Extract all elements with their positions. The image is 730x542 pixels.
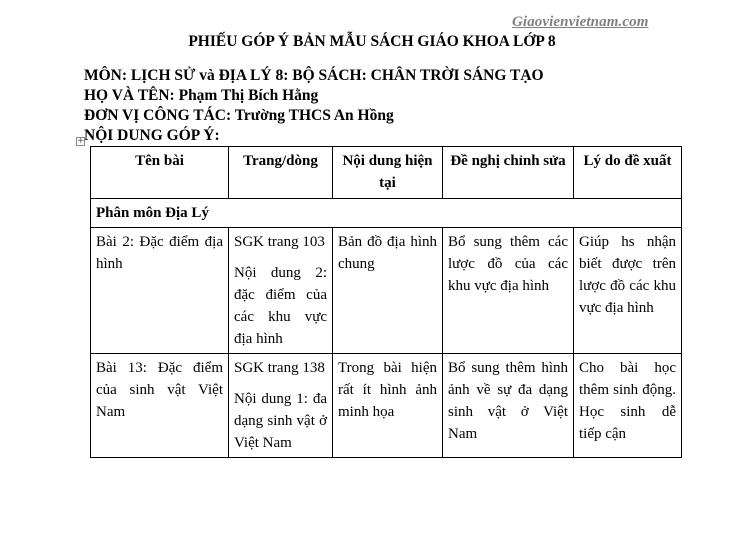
section-row xyxy=(91,199,682,228)
review-table xyxy=(90,146,682,458)
cell-reason: Cho bài học thêm sinh động. Học sinh dễ tiếp cận xyxy=(574,354,682,458)
cell-reason: Giúp hs nhận biết được trên lược đồ các khu vực địa hình xyxy=(574,228,682,354)
table-row xyxy=(91,354,682,458)
document-title: PHIẾU GÓP Ý BẢN MẪU SÁCH GIÁO KHOA LỚP 8 xyxy=(188,33,556,50)
header-current-content: Nội dung hiện tại xyxy=(333,147,443,199)
table-row xyxy=(91,228,682,354)
cell-page-line xyxy=(229,354,333,458)
cell-lesson: Bài 13: Đặc điểm của sinh vật Việt Nam xyxy=(91,354,229,458)
page-ref: SGK trang 138 xyxy=(234,360,325,376)
table-move-handle-icon[interactable]: + xyxy=(77,136,85,146)
website-watermark: Giaovienvietnam.com xyxy=(512,14,649,30)
cell-current-content: Trong bài hiện rất ít hình ảnh minh họa xyxy=(333,354,443,458)
document-meta xyxy=(84,66,544,146)
header-reason: Lý do đề xuất xyxy=(574,147,682,199)
header-page-line: Trang/dòng xyxy=(229,147,333,199)
table-header-row xyxy=(91,147,682,199)
page-ref: SGK trang 103 xyxy=(234,234,325,250)
page-detail: Nội dung 1: đa dạng sinh vật ở Việt Nam xyxy=(234,391,327,451)
header-suggestion: Đề nghị chỉnh sửa xyxy=(443,147,574,199)
cell-suggestion: Bổ sung thêm các lược đồ của các khu vực địa hình xyxy=(443,228,574,354)
header-lesson: Tên bài xyxy=(91,147,229,199)
cell-lesson: Bài 2: Đặc điểm địa hình xyxy=(91,228,229,354)
section-title: Phân môn Địa Lý xyxy=(91,199,682,228)
cell-current-content: Bản đồ địa hình chung xyxy=(333,228,443,354)
cell-suggestion: Bổ sung thêm hình ảnh về sự đa dạng sinh vật ở Việt Nam xyxy=(443,354,574,458)
work-unit-line: ĐƠN VỊ CÔNG TÁC: Trường THCS An Hồng xyxy=(84,107,394,124)
author-name-line: HỌ VÀ TÊN: Phạm Thị Bích Hằng xyxy=(84,87,319,104)
subject-line: MÔN: LỊCH SỬ và ĐỊA LÝ 8: BỘ SÁCH: CHÂN TRỜI SÁNG TẠO xyxy=(84,67,544,84)
cell-page-line xyxy=(229,228,333,354)
content-label: NỘI DUNG GÓP Ý: xyxy=(84,127,220,144)
page-detail: Nội dung 2: đặc điểm của các khu vực địa hình xyxy=(234,265,327,347)
